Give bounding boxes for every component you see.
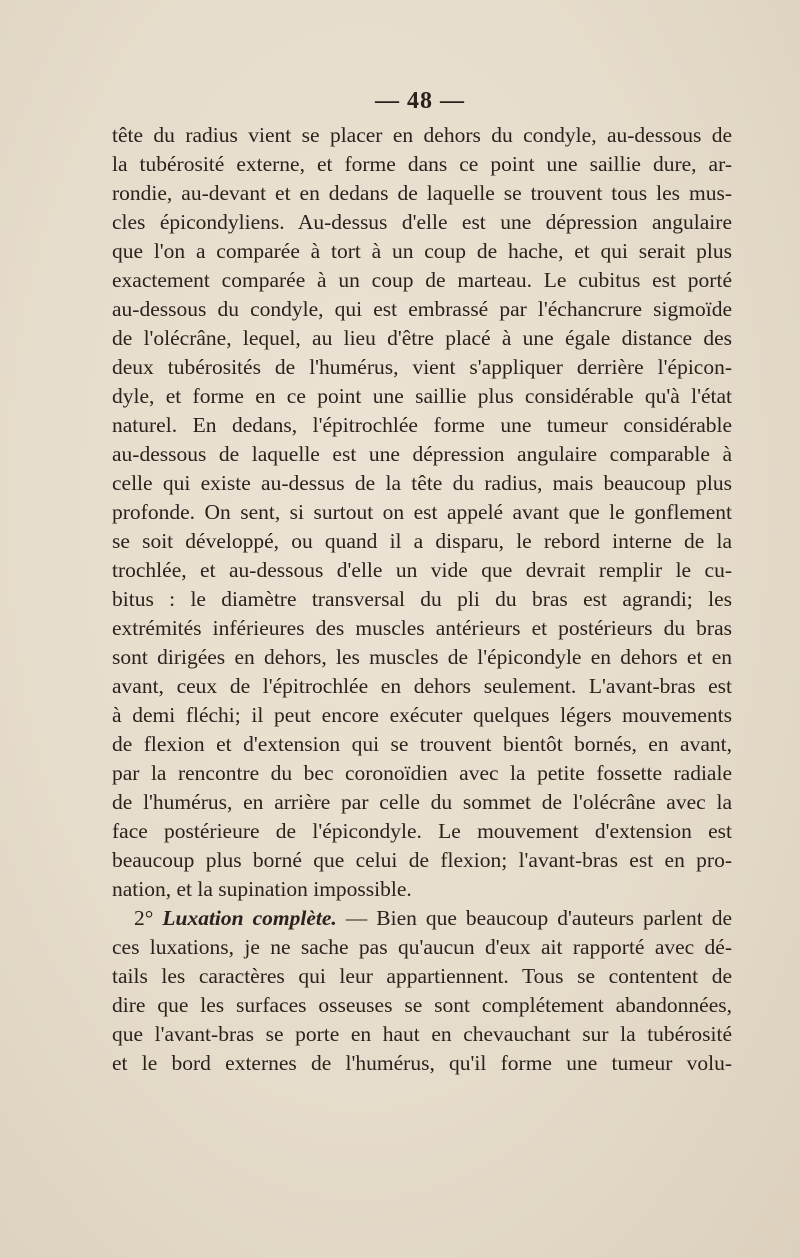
text-line: sont dirigées en dehors, les muscles de l'épicondyle en dehors et en bbox=[112, 645, 732, 669]
text-line: tête du radius vient se placer en dehors du condyle, au-dessous de bbox=[112, 123, 732, 147]
text-line: rondie, au-devant et en dedans de laquelle se trouvent tous les mus- bbox=[112, 181, 732, 205]
text-line: la tubérosité externe, et forme dans ce point une saillie dure, ar- bbox=[112, 152, 732, 176]
text-line: naturel. En dedans, l'épitrochlée forme une tumeur considérable bbox=[112, 413, 732, 437]
paragraph-2-first-line bbox=[112, 904, 732, 933]
text-line: ces luxations, je ne sache pas qu'aucun d'eux ait rapporté avec dé- bbox=[112, 935, 732, 959]
text-line: trochlée, et au-dessous d'elle un vide que devrait remplir le cu- bbox=[112, 558, 732, 582]
text-line: se soit développé, ou quand il a disparu, le rebord interne de la bbox=[112, 529, 732, 553]
text-line: profonde. On sent, si surtout on est appelé avant que le gonflement bbox=[112, 500, 732, 524]
body-text bbox=[112, 121, 732, 1078]
section-number: 2° bbox=[134, 906, 154, 930]
text-line: au-dessous du condyle, qui est embrassé par l'échancrure sigmoïde bbox=[112, 297, 732, 321]
text-line: au-dessous de laquelle est une dépression angulaire comparable à bbox=[112, 442, 732, 466]
text-line: cles épicondyliens. Au-dessus d'elle est une dépression angulaire bbox=[112, 210, 732, 234]
text-line: de flexion et d'extension qui se trouvent bientôt bornés, en avant, bbox=[112, 732, 732, 756]
first-line-text: — Bien que beaucoup d'auteurs parlent de bbox=[336, 906, 732, 930]
text-line: deux tubérosités de l'humérus, vient s'appliquer derrière l'épicon- bbox=[112, 355, 732, 379]
text-line: et le bord externes de l'humérus, qu'il forme une tumeur volu- bbox=[112, 1051, 732, 1075]
text-line: par la rencontre du bec coronoïdien avec la petite fossette radiale bbox=[112, 761, 732, 785]
text-line: à demi fléchi; il peut encore exécuter quelques légers mouvements bbox=[112, 703, 732, 727]
text-line: bitus : le diamètre transversal du pli du bras est agrandi; les bbox=[112, 587, 732, 611]
text-line: nation, et la supination impossible. bbox=[112, 877, 412, 901]
text-line: tails les caractères qui leur appartiennent. Tous se contentent de bbox=[112, 964, 732, 988]
text-line: de l'olécrâne, lequel, au lieu d'être placé à une égale distance des bbox=[112, 326, 732, 350]
text-line: celle qui existe au-dessus de la tête du radius, mais beaucoup plus bbox=[112, 471, 732, 495]
text-line: extrémités inférieures des muscles antérieurs et postérieurs du bras bbox=[112, 616, 732, 640]
text-line: dire que les surfaces osseuses se sont complétement abandonnées, bbox=[112, 993, 732, 1017]
text-line: que l'avant-bras se porte en haut en chevauchant sur la tubérosité bbox=[112, 1022, 732, 1046]
paragraph-2 bbox=[112, 904, 732, 1078]
text-line: de l'humérus, en arrière par celle du sommet de l'olécrâne avec la bbox=[112, 790, 732, 814]
paragraph-1 bbox=[112, 121, 732, 904]
text-line: que l'on a comparée à tort à un coup de hache, et qui serait plus bbox=[112, 239, 732, 263]
section-heading: Luxation complète. bbox=[162, 906, 337, 930]
text-line: dyle, et forme en ce point une saillie plus considérable qu'à l'état bbox=[112, 384, 732, 408]
text-line: face postérieure de l'épicondyle. Le mouvement d'extension est bbox=[112, 819, 732, 843]
text-line: avant, ceux de l'épitrochlée en dehors seulement. L'avant-bras est bbox=[112, 674, 732, 698]
text-line: exactement comparée à un coup de marteau. Le cubitus est porté bbox=[112, 268, 732, 292]
text-line: beaucoup plus borné que celui de flexion; l'avant-bras est en pro- bbox=[112, 848, 732, 872]
page-number: — 48 — bbox=[375, 88, 465, 114]
